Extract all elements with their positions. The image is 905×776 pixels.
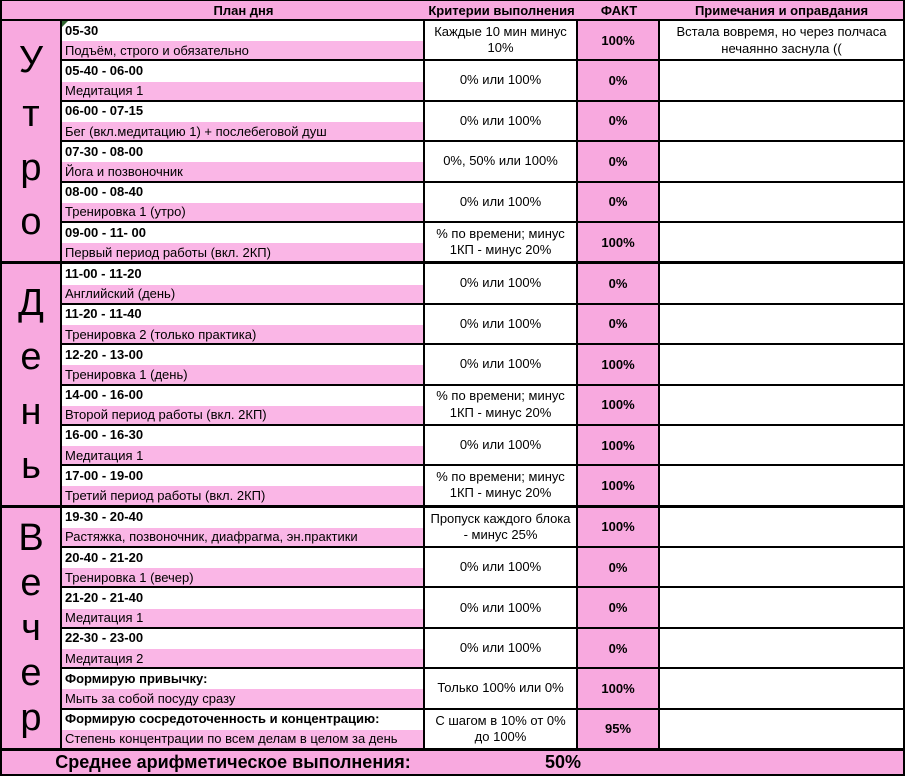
criteria-cell[interactable]: 0% или 100%	[425, 102, 578, 140]
section-label-evening[interactable]	[2, 508, 62, 748]
note-cell[interactable]	[660, 61, 903, 99]
note-cell[interactable]	[660, 264, 903, 302]
note-cell[interactable]	[660, 142, 903, 180]
plan-cell	[62, 305, 425, 343]
task-row	[62, 384, 903, 424]
section-letter: н	[20, 390, 42, 433]
criteria-cell[interactable]: 0% или 100%	[425, 345, 578, 383]
time-cell[interactable]: Формирую привычку:	[62, 669, 423, 687]
time-cell[interactable]: Формирую сосредоточенность и концентрацию:	[62, 710, 423, 728]
section-label-morning[interactable]	[2, 21, 62, 261]
note-cell[interactable]	[660, 426, 903, 464]
section-letter: е	[20, 336, 42, 379]
fact-cell[interactable]: 0%	[578, 183, 660, 221]
section-letter: е	[20, 561, 42, 604]
section-letter: т	[22, 93, 40, 136]
section-letter: ч	[21, 606, 41, 649]
task-row	[62, 343, 903, 383]
plan-cell	[62, 588, 425, 626]
footer-average-label[interactable]: Среднее арифметическое выполнения:	[55, 752, 411, 772]
criteria-cell[interactable]: 0% или 100%	[425, 588, 578, 626]
fact-cell[interactable]: 100%	[578, 669, 660, 707]
section-label-day[interactable]	[2, 264, 62, 504]
time-cell[interactable]: 22-30 - 23-00	[62, 629, 423, 647]
time-cell[interactable]: 12-20 - 13-00	[62, 345, 423, 363]
time-cell[interactable]: 05-40 - 06-00	[62, 61, 423, 79]
fact-cell[interactable]: 100%	[578, 21, 660, 59]
plan-cell	[62, 710, 425, 748]
time-cell[interactable]: 16-00 - 16-30	[62, 426, 423, 444]
note-cell[interactable]	[660, 588, 903, 626]
footer-row	[2, 748, 903, 774]
task-row	[62, 181, 903, 221]
task-row	[62, 508, 903, 546]
fact-cell[interactable]: 0%	[578, 102, 660, 140]
plan-cell	[62, 142, 425, 180]
criteria-cell[interactable]: 0% или 100%	[425, 548, 578, 586]
activity-cell[interactable]: Медитация 1	[62, 80, 423, 100]
plan-cell	[62, 61, 425, 99]
activity-cell[interactable]: Английский (день)	[62, 283, 423, 303]
time-cell[interactable]: 11-00 - 11-20	[62, 264, 423, 282]
criteria-cell[interactable]: С шагом в 10% от 0% до 100%	[425, 710, 578, 748]
header-row	[2, 1, 903, 21]
plan-cell	[62, 264, 425, 302]
plan-cell	[62, 426, 425, 464]
task-row	[62, 221, 903, 261]
note-cell[interactable]	[660, 508, 903, 546]
criteria-cell[interactable]: Только 100% или 0%	[425, 669, 578, 707]
note-cell[interactable]	[660, 548, 903, 586]
section-rows-evening	[62, 508, 903, 748]
task-row	[62, 627, 903, 667]
fact-cell[interactable]: 100%	[578, 466, 660, 504]
plan-cell	[62, 21, 425, 59]
fact-cell[interactable]: 0%	[578, 305, 660, 343]
criteria-cell[interactable]: % по времени; минус 1КП - минус 20%	[425, 466, 578, 504]
section-letter: е	[20, 651, 42, 694]
time-cell[interactable]: 06-00 - 07-15	[62, 102, 423, 120]
fact-cell[interactable]: 0%	[578, 264, 660, 302]
activity-cell[interactable]: Тренировка 1 (день)	[62, 363, 423, 383]
activity-cell[interactable]: Растяжка, позвоночник, диафрагма, эн.практики	[62, 526, 423, 546]
time-cell[interactable]: 17-00 - 19-00	[62, 466, 423, 484]
note-cell[interactable]	[660, 305, 903, 343]
fact-cell[interactable]: 95%	[578, 710, 660, 748]
plan-cell	[62, 102, 425, 140]
sheet-body	[2, 21, 903, 748]
section-day	[2, 261, 903, 504]
activity-cell[interactable]: Тренировка 2 (только практика)	[62, 323, 423, 343]
section-evening	[2, 505, 903, 748]
task-row	[62, 546, 903, 586]
section-letter: У	[18, 39, 44, 82]
footer-average-value[interactable]: 50%	[544, 752, 582, 772]
criteria-cell[interactable]: 0% или 100%	[425, 426, 578, 464]
task-row	[62, 464, 903, 504]
note-cell[interactable]	[660, 102, 903, 140]
activity-cell[interactable]: Мыть за собой посуду сразу	[62, 687, 423, 707]
activity-cell[interactable]: Медитация 2	[62, 647, 423, 667]
time-cell[interactable]: 11-20 - 11-40	[62, 305, 423, 323]
plan-cell	[62, 669, 425, 707]
plan-cell	[62, 508, 425, 546]
comment-indicator-icon	[62, 21, 68, 27]
fact-cell[interactable]: 0%	[578, 142, 660, 180]
task-row	[62, 424, 903, 464]
criteria-cell[interactable]: % по времени; минус 1КП - минус 20%	[425, 386, 578, 424]
activity-cell[interactable]: Третий период работы (вкл. 2КП)	[62, 484, 423, 504]
section-letter: Д	[18, 282, 44, 325]
activity-cell[interactable]: Бег (вкл.медитацию 1) + послебеговой душ	[62, 120, 423, 140]
task-row	[62, 140, 903, 180]
criteria-cell[interactable]: Пропуск каждого блока - минус 25%	[425, 508, 578, 546]
time-cell[interactable]: 08-00 - 08-40	[62, 183, 423, 201]
time-cell[interactable]: 05-30	[62, 21, 423, 39]
note-cell[interactable]	[660, 386, 903, 424]
note-cell[interactable]	[660, 710, 903, 748]
section-letter: р	[20, 147, 42, 190]
activity-cell[interactable]: Первый период работы (вкл. 2КП)	[62, 241, 423, 261]
fact-cell[interactable]: 100%	[578, 426, 660, 464]
section-morning	[2, 21, 903, 261]
task-row	[62, 264, 903, 302]
activity-cell[interactable]: Медитация 1	[62, 444, 423, 464]
criteria-cell[interactable]: 0% или 100%	[425, 305, 578, 343]
time-cell[interactable]: 20-40 - 21-20	[62, 548, 423, 566]
time-cell[interactable]: 19-30 - 20-40	[62, 508, 423, 526]
activity-cell[interactable]: Тренировка 1 (вечер)	[62, 566, 423, 586]
fact-cell[interactable]: 0%	[578, 61, 660, 99]
task-row	[62, 586, 903, 626]
task-row	[62, 303, 903, 343]
note-cell[interactable]: Встала вовремя, но через полчаса нечаянно заснула ((	[660, 21, 903, 59]
task-row	[62, 21, 903, 59]
criteria-cell[interactable]: 0% или 100%	[425, 629, 578, 667]
criteria-cell[interactable]: Каждые 10 мин минус 10%	[425, 21, 578, 59]
plan-cell	[62, 345, 425, 383]
time-cell[interactable]: 09-00 - 11- 00	[62, 223, 423, 241]
criteria-cell[interactable]: % по времени; минус 1КП - минус 20%	[425, 223, 578, 261]
activity-cell[interactable]: Второй период работы (вкл. 2КП)	[62, 404, 423, 424]
activity-cell[interactable]: Йога и позвоночник	[62, 160, 423, 180]
plan-cell	[62, 466, 425, 504]
note-cell[interactable]	[660, 223, 903, 261]
task-row	[62, 59, 903, 99]
plan-cell	[62, 629, 425, 667]
activity-cell[interactable]: Медитация 1	[62, 607, 423, 627]
fact-cell[interactable]: 0%	[578, 629, 660, 667]
fact-cell[interactable]: 100%	[578, 386, 660, 424]
plan-cell	[62, 183, 425, 221]
plan-cell	[62, 223, 425, 261]
header-fact[interactable]: ФАКТ	[600, 2, 638, 18]
time-cell[interactable]: 21-20 - 21-40	[62, 588, 423, 606]
plan-cell	[62, 548, 425, 586]
note-cell[interactable]	[660, 669, 903, 707]
header-criteria[interactable]: Критерии выполнения	[428, 2, 575, 18]
time-cell[interactable]: 14-00 - 16-00	[62, 386, 423, 404]
fact-cell[interactable]: 100%	[578, 223, 660, 261]
task-row	[62, 667, 903, 707]
activity-cell[interactable]: Подъём, строго и обязательно	[62, 39, 423, 59]
activity-cell[interactable]: Степень концентрации по всем делам в целом за день	[62, 728, 423, 748]
criteria-cell[interactable]: 0% или 100%	[425, 183, 578, 221]
time-cell[interactable]: 07-30 - 08-00	[62, 142, 423, 160]
criteria-cell[interactable]: 0%, 50% или 100%	[425, 142, 578, 180]
criteria-cell[interactable]: 0% или 100%	[425, 264, 578, 302]
note-cell[interactable]	[660, 629, 903, 667]
section-letter: В	[18, 516, 44, 559]
task-row	[62, 100, 903, 140]
note-cell[interactable]	[660, 466, 903, 504]
fact-cell[interactable]: 0%	[578, 548, 660, 586]
plan-cell	[62, 386, 425, 424]
header-notes[interactable]: Примечания и оправдания	[694, 2, 869, 18]
note-cell[interactable]	[660, 345, 903, 383]
section-rows-morning	[62, 21, 903, 261]
section-letter: р	[20, 696, 42, 739]
fact-cell[interactable]: 100%	[578, 508, 660, 546]
note-cell[interactable]	[660, 183, 903, 221]
header-plan[interactable]: План дня	[213, 2, 274, 18]
section-letter: ь	[21, 444, 41, 487]
task-row	[62, 708, 903, 748]
activity-cell[interactable]: Тренировка 1 (утро)	[62, 201, 423, 221]
criteria-cell[interactable]: 0% или 100%	[425, 61, 578, 99]
fact-cell[interactable]: 0%	[578, 588, 660, 626]
section-letter: о	[20, 201, 42, 244]
section-rows-day	[62, 264, 903, 504]
fact-cell[interactable]: 100%	[578, 345, 660, 383]
